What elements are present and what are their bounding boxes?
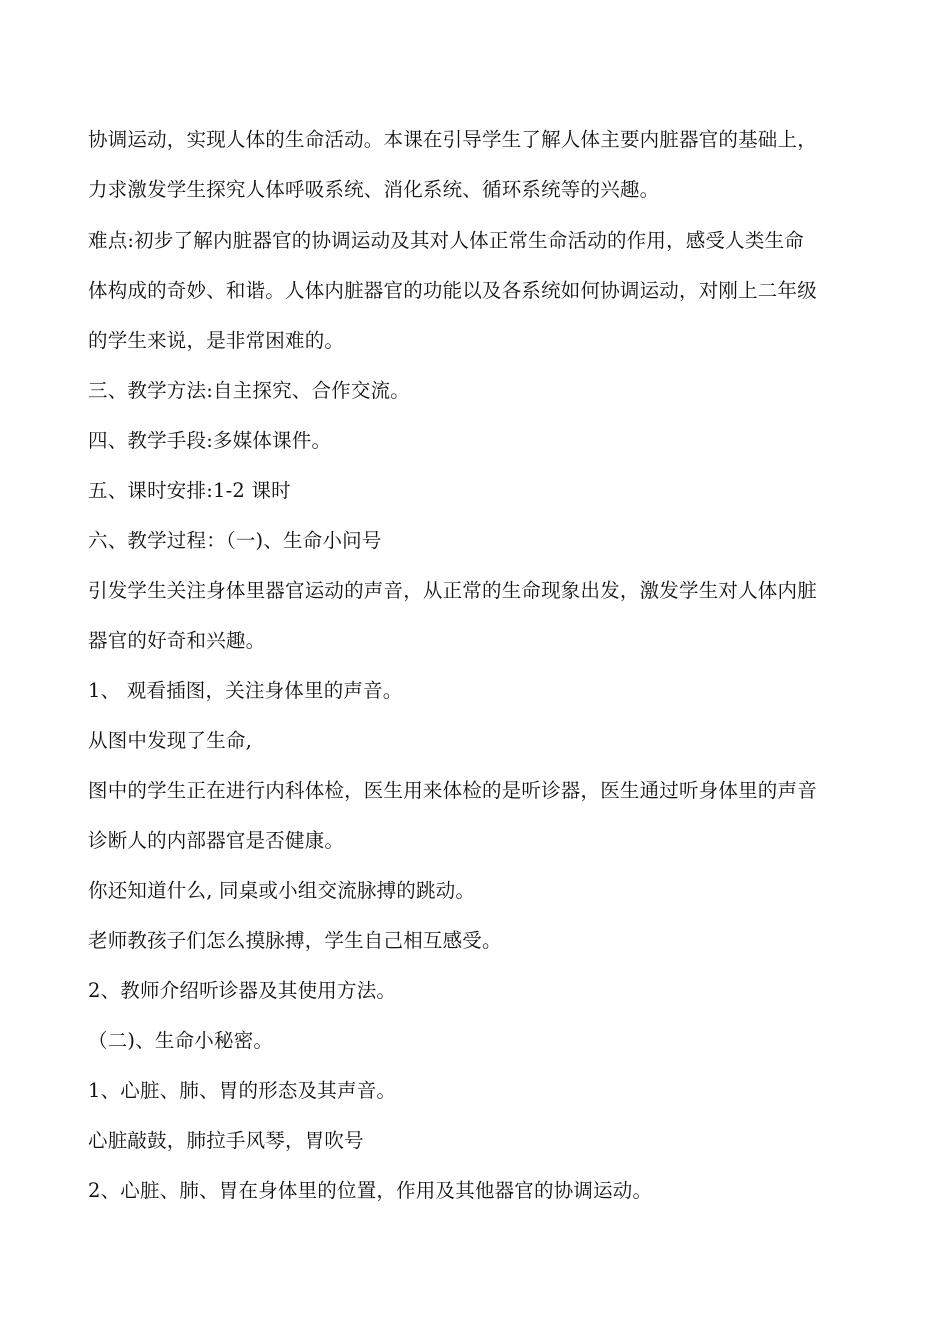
section-teaching-method: 三、教学方法:自主探究、合作交流。 — [88, 379, 410, 402]
list-item-stethoscope: 2、教师介绍听诊器及其使用方法。 — [88, 979, 397, 1002]
section-teaching-means: 四、教学手段:多媒体课件。 — [88, 429, 332, 452]
list-item-organ-shapes: 1、心脏、肺、胃的形态及其声音。 — [88, 1079, 397, 1102]
paragraph-line-21: 心脏敲鼓，肺拉手风琴，胃吹号 — [88, 1129, 364, 1152]
list-item-organ-positions: 2、心脏、肺、胃在身体里的位置，作用及其他器官的协调运动。 — [88, 1179, 653, 1202]
paragraph-line-14: 图中的学生正在进行内科体检，医生用来体检的是听诊器，医生通过听身体里的声音 — [88, 779, 817, 802]
paragraph-line-11: 器官的好奇和兴趣。 — [88, 629, 266, 652]
subsection-life-secret: （二)、生命小秘密。 — [88, 1029, 274, 1052]
paragraph-line-16: 你还知道什么, 同桌或小组交流脉搏的跳动。 — [88, 879, 476, 902]
paragraph-line-13: 从图中发现了生命, — [88, 729, 252, 752]
section-class-schedule: 五、课时安排:1-2 课时 — [88, 479, 291, 502]
difficulty-line-3: 的学生来说，是非常困难的。 — [88, 329, 345, 352]
list-item-observe: 1、 观看插图，关注身体里的声音。 — [88, 679, 403, 702]
paragraph-line-15: 诊断人的内部器官是否健康。 — [88, 829, 345, 852]
paragraph-line-17: 老师教孩子们怎么摸脉搏，学生自己相互感受。 — [88, 929, 502, 952]
paragraph-line-10: 引发学生关注身体里器官运动的声音，从正常的生命现象出发，激发学生对人体内脏 — [88, 579, 817, 602]
paragraph-line-2: 力求激发学生探究人体呼吸系统、消化系统、循环系统等的兴趣。 — [88, 178, 660, 201]
difficulty-line-2: 体构成的奇妙、和谐。人体内脏器官的功能以及各系统如何协调运动，对刚上二年级 — [88, 279, 817, 302]
section-teaching-process: 六、教学过程：（一)、生命小问号 — [88, 529, 382, 552]
difficulty-line-1: 难点:初步了解内脏器官的协调运动及其对人体正常生命活动的作用，感受人类生命 — [88, 229, 804, 252]
paragraph-line-1: 协调运动，实现人体的生命活动。本课在引导学生了解人体主要内脏器官的基础上， — [88, 128, 817, 151]
